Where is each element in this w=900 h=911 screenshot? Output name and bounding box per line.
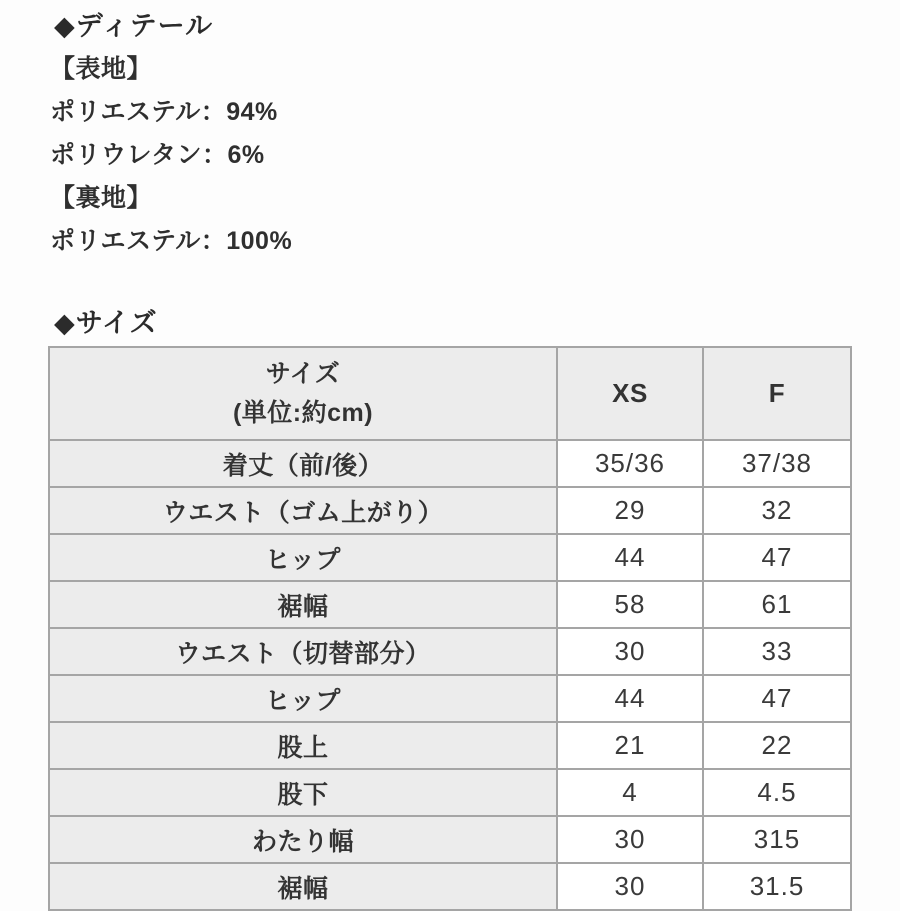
table-row [49,440,851,487]
xs-value-cell: 4 [557,769,703,816]
size-table [48,346,852,911]
size-table-unit-label: (単位:約cm) [232,398,374,427]
table-row [49,487,851,534]
xs-value-cell: 29 [557,487,703,534]
size-table-corner-header [49,347,557,440]
row-label-cell: ウエスト（ゴム上がり） [49,487,557,534]
table-row [49,534,851,581]
fabric-outer-label: 【表地】 [50,55,153,83]
size-section-heading: ◆サイズ [54,308,158,338]
table-row [49,628,851,675]
row-label-cell: ウエスト（切替部分） [49,628,557,675]
table-row [49,816,851,863]
f-value-cell: 22 [703,722,851,769]
column-header-xs: XS [557,347,703,440]
size-table-title: サイズ [265,359,341,388]
f-value-cell: 31.5 [703,863,851,910]
xs-value-cell: 30 [557,816,703,863]
row-label-cell: 股上 [49,722,557,769]
detail-section-heading: ◆ディテール [54,11,214,41]
f-value-cell: 33 [703,628,851,675]
f-value-cell: 315 [703,816,851,863]
xs-value-cell: 30 [557,628,703,675]
xs-value-cell: 30 [557,863,703,910]
table-row [49,581,851,628]
f-value-cell: 32 [703,487,851,534]
fabric-composition-block [0,48,900,263]
row-label-cell: 裾幅 [49,581,557,628]
table-row [49,722,851,769]
size-table-header-row [49,347,851,440]
xs-value-cell: 21 [557,722,703,769]
table-row [49,769,851,816]
f-value-cell: 47 [703,534,851,581]
f-value-cell: 37/38 [703,440,851,487]
f-value-cell: 61 [703,581,851,628]
xs-value-cell: 35/36 [557,440,703,487]
fabric-lining-line-1: ポリエステル：100% [50,227,293,255]
row-label-cell: 裾幅 [49,863,557,910]
xs-value-cell: 44 [557,675,703,722]
fabric-lining-label: 【裏地】 [50,184,153,212]
table-row [49,675,851,722]
row-label-cell: ヒップ [49,534,557,581]
row-label-cell: ヒップ [49,675,557,722]
row-label-cell: 股下 [49,769,557,816]
row-label-cell: 着丈（前/後） [49,440,557,487]
row-label-cell: わたり幅 [49,816,557,863]
fabric-outer-line-2: ポリウレタン：6% [50,141,265,169]
f-value-cell: 4.5 [703,769,851,816]
xs-value-cell: 58 [557,581,703,628]
f-value-cell: 47 [703,675,851,722]
fabric-outer-line-1: ポリエステル：94% [50,98,278,126]
xs-value-cell: 44 [557,534,703,581]
table-row [49,863,851,910]
column-header-f: F [703,347,851,440]
